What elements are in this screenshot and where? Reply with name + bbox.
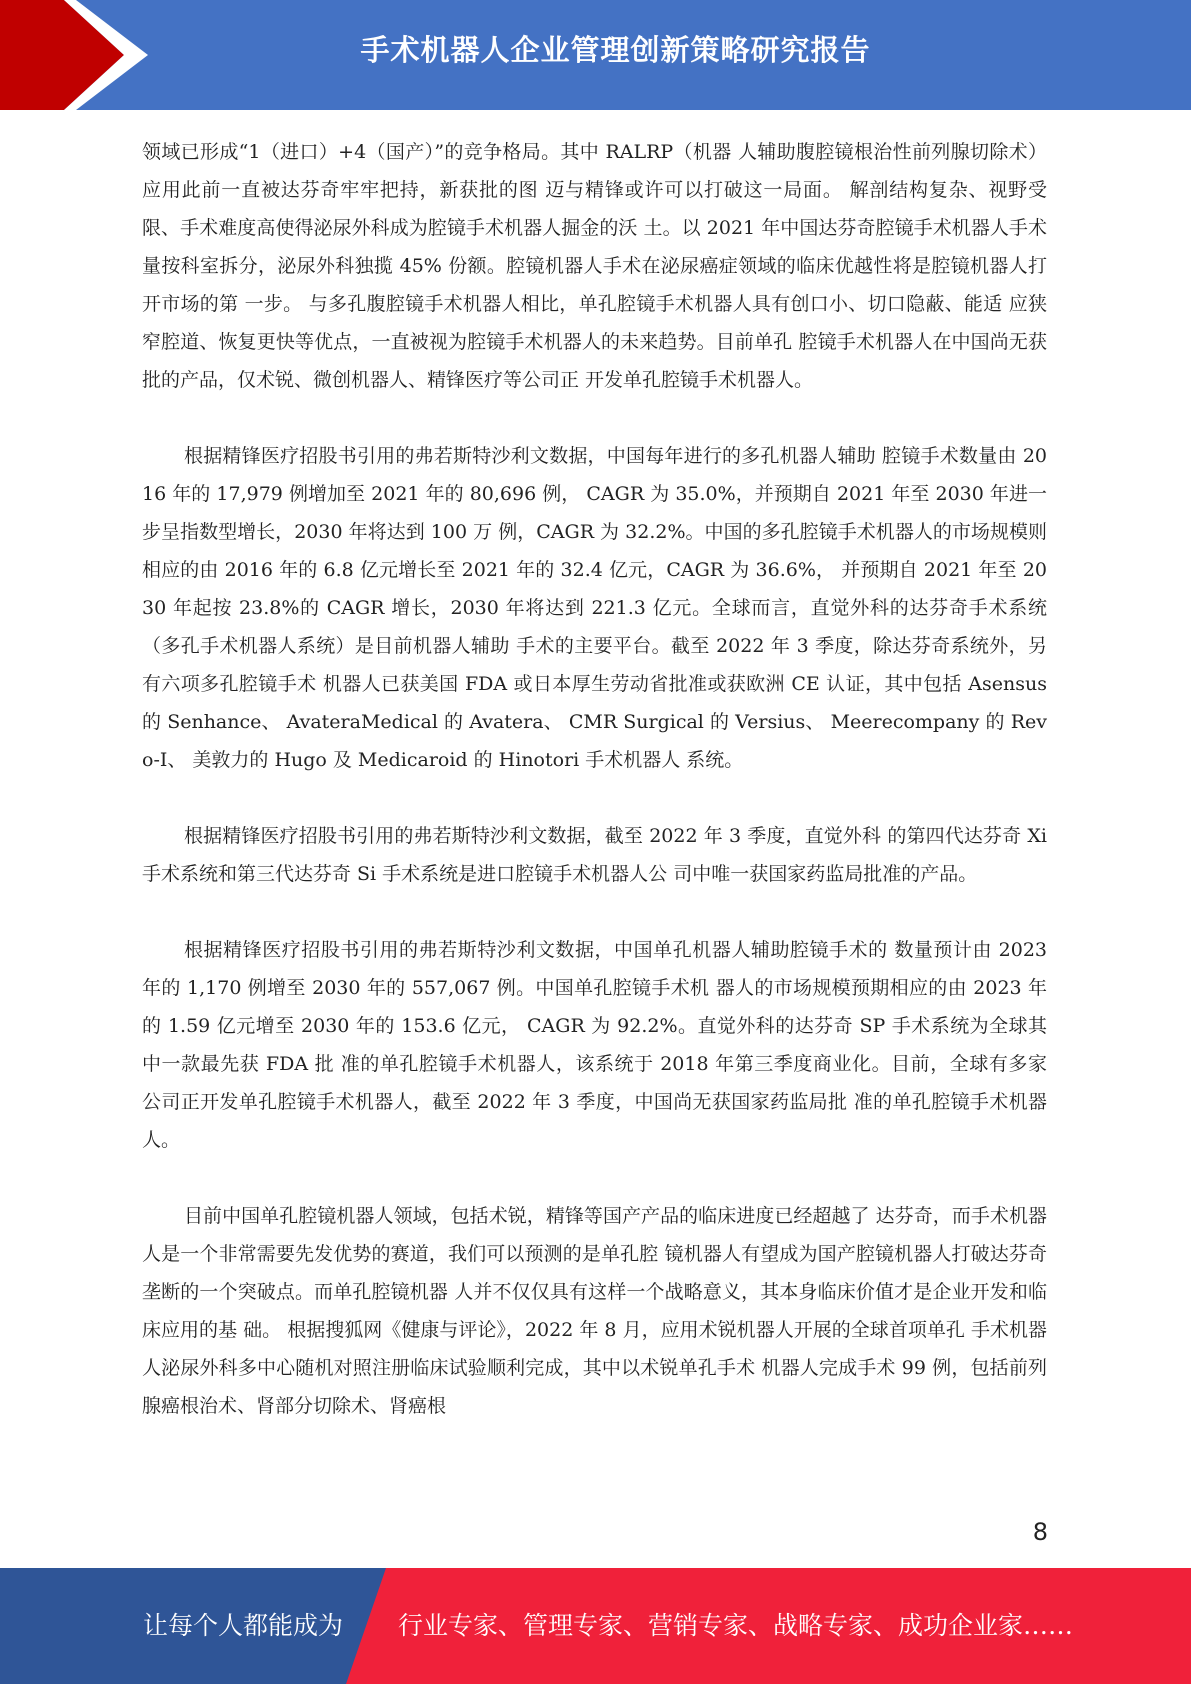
- paragraph: 根据精锋医疗招股书引用的弗若斯特沙利文数据，中国每年进行的多孔机器人辅助 腔镜手术数量由 2016 年的 17,979 例增加至 2021 年的 80,696 例， CAGR 为 35.0%，并预期自 2021 年至 2030 年进一步呈指数型增长，2030 年将达到 100 万 例，CAGR 为 32.2%。中国的多孔腔镜手术机器人的市场规模则相应的由 2016 年的 6.8 亿元增长至 2021 年的 32.4 亿元，CAGR 为 36.6%， 并预期自 2021 年至 2030 年起按 23.8%的 CAGR 增长，2030 年将达到 221.3 亿元。全球而言，直觉外科的达芬奇手术系统（多孔手术机器人系统）是目前机器人辅助 手术的主要平台。截至 2022 年 3 季度，除达芬奇系统外，另有六项多孔腔镜手术 机器人已获美国 FDA 或日本厚生劳动省批准或获欧洲 CE 认证，其中包括 Asensus 的 Senhance、 AvateraMedical 的 Avatera、 CMR Surgical 的 Versius、 Meerecompany 的 Revo-I、 美敦力的 Hugo 及 Medicaroid 的 Hinotori 手术机器人 系统。: [142, 445, 1047, 771]
- page-number: 8: [1032, 1518, 1048, 1546]
- paragraph: 领域已形成“1（进口）+4（国产）”的竞争格局。其中 RALRP（机器 人辅助腹腔镜根治性前列腺切除术）应用此前一直被达芬奇牢牢把持，新获批的图 迈与精锋或许可以打破这一局面。 解剖结构复杂、视野受限、手术难度高使得泌尿外科成为腔镜手术机器人掘金的沃 土。以 2021 年中国达芬奇腔镜手术机器人手术量按科室拆分，泌尿外科独揽 45% 份额。腔镜机器人手术在泌尿癌症领域的临床优越性将是腔镜机器人打开市场的第 一步。 与多孔腹腔镜手术机器人相比，单孔腔镜手术机器人具有创口小、切口隐蔽、能适 应狭窄腔道、恢复更快等优点，一直被视为腔镜手术机器人的未来趋势。目前单孔 腔镜手术机器人在中国尚无获批的产品，仅术锐、微创机器人、精锋医疗等公司正 开发单孔腔镜手术机器人。: [142, 141, 1047, 391]
- footer-slogan-right: 行业专家、管理专家、营销专家、战略专家、成功企业家……: [398, 1611, 1074, 1640]
- footer-band: [0, 1568, 1191, 1684]
- document-body: [142, 133, 1047, 1425]
- footer-slogan-left: 让每个人都能成为: [143, 1611, 344, 1640]
- header-band: [0, 0, 1191, 110]
- paragraph: 根据精锋医疗招股书引用的弗若斯特沙利文数据，截至 2022 年 3 季度，直觉外科 的第四代达芬奇 Xi 手术系统和第三代达芬奇 Si 手术系统是进口腔镜手术机器人公 司中唯一获国家药监局批准的产品。: [142, 825, 1047, 885]
- paragraph: 目前中国单孔腔镜机器人领域，包括术锐，精锋等国产产品的临床进度已经超越了 达芬奇，而手术机器人是一个非常需要先发优势的赛道，我们可以预测的是单孔腔 镜机器人有望成为国产腔镜机器人打破达芬奇垄断的一个突破点。而单孔腔镜机器 人并不仅仅具有这样一个战略意义，其本身临床价值才是企业开发和临床应用的基 础。 根据搜狐网《健康与评论》，2022 年 8 月，应用术锐机器人开展的全球首项单孔 手术机器人泌尿外科多中心随机对照注册临床试验顺利完成，其中以术锐单孔手术 机器人完成手术 99 例，包括前列腺癌根治术、肾部分切除术、肾癌根: [142, 1205, 1047, 1417]
- paragraph: 根据精锋医疗招股书引用的弗若斯特沙利文数据，中国单孔机器人辅助腔镜手术的 数量预计由 2023 年的 1,170 例增至 2030 年的 557,067 例。中国单孔腔镜手术机 器人的市场规模预期相应的由 2023 年的 1.59 亿元增至 2030 年的 153.6 亿元， CAGR 为 92.2%。直觉外科的达芬奇 SP 手术系统为全球其中一款最先获 FDA 批 准的单孔腔镜手术机器人，该系统于 2018 年第三季度商业化。目前，全球有多家 公司正开发单孔腔镜手术机器人，截至 2022 年 3 季度，中国尚无获国家药监局批 准的单孔腔镜手术机器人。: [142, 939, 1047, 1151]
- page-title: 手术机器人企业管理创新策略研究报告: [360, 33, 871, 67]
